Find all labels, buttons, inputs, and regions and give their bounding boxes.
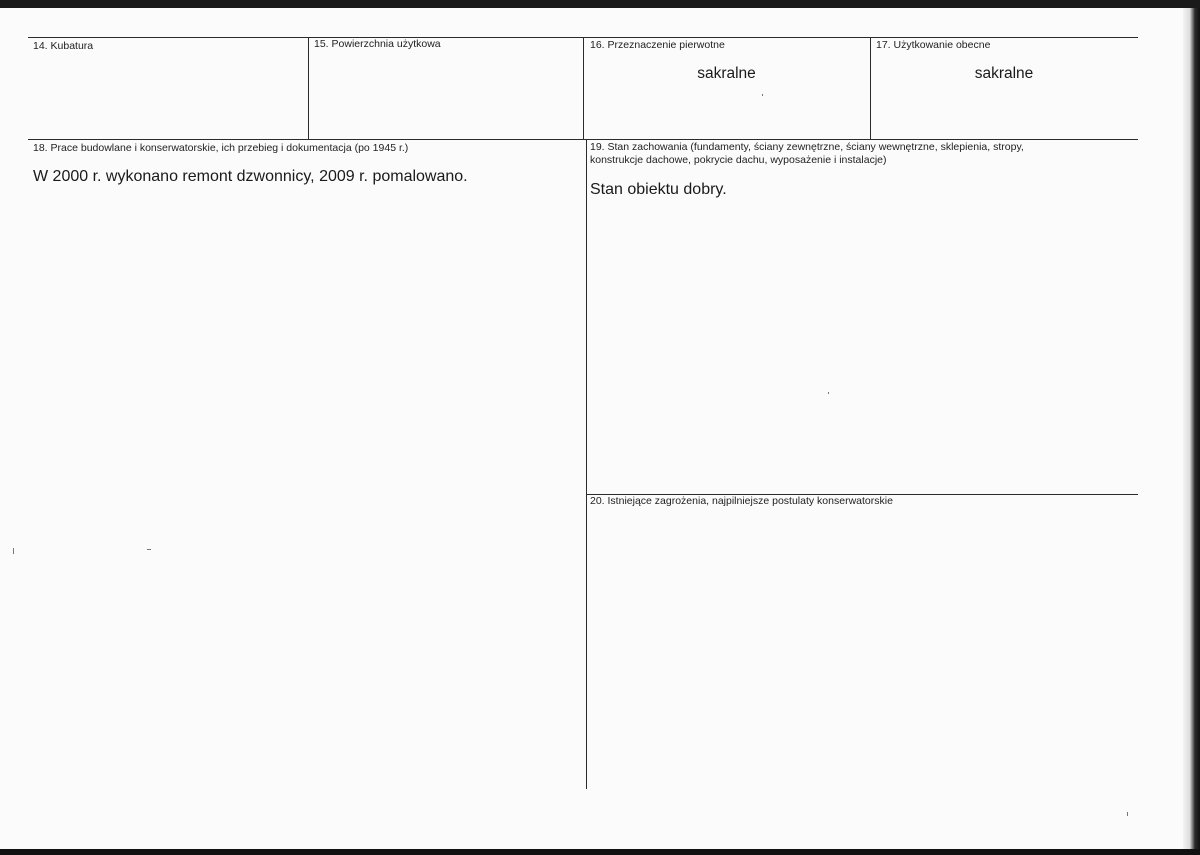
scan-border-right <box>1183 8 1200 855</box>
row-divider-1 <box>28 139 1138 140</box>
field-16-label: 16. Przeznaczenie pierwotne <box>590 39 725 51</box>
field-19-label-line-1: 19. Stan zachowania (fundamenty, ściany zewnętrzne, ściany wewnętrzne, sklepienia, stropy, <box>590 141 1024 153</box>
field-18-value: W 2000 r. wykonano remont dzwonnicy, 2009 r. pomalowano. <box>33 168 468 185</box>
column-divider-1 <box>308 37 309 139</box>
field-17-label: 17. Użytkowanie obecne <box>876 39 991 51</box>
field-18-label: 18. Prace budowlane i konserwatorskie, ich przebieg i dokumentacja (po 1945 r.) <box>33 142 409 154</box>
scanned-form-page <box>0 8 1192 851</box>
column-divider-2 <box>583 37 584 139</box>
scan-speck <box>762 94 763 96</box>
scan-speck <box>828 392 829 394</box>
field-19-label-line-2: konstrukcje dachowe, pokrycie dachu, wyposażenie i instalacje) <box>590 154 887 166</box>
scan-speck <box>13 548 14 554</box>
scan-border-bottom <box>0 849 1200 855</box>
column-divider-3 <box>870 37 871 139</box>
scan-speck <box>147 549 151 550</box>
field-17-value: sakralne <box>974 65 1034 82</box>
scan-speck <box>1127 812 1128 816</box>
field-20-label: 20. Istniejące zagrożenia, najpilniejsze postulaty konserwatorskie <box>590 495 893 507</box>
field-14-label: 14. Kubatura <box>33 40 94 52</box>
column-divider-main <box>586 139 587 789</box>
field-16-value: sakralne <box>697 65 756 82</box>
field-19-value: Stan obiektu dobry. <box>590 181 727 198</box>
field-15-label: 15. Powierzchnia użytkowa <box>314 38 441 50</box>
